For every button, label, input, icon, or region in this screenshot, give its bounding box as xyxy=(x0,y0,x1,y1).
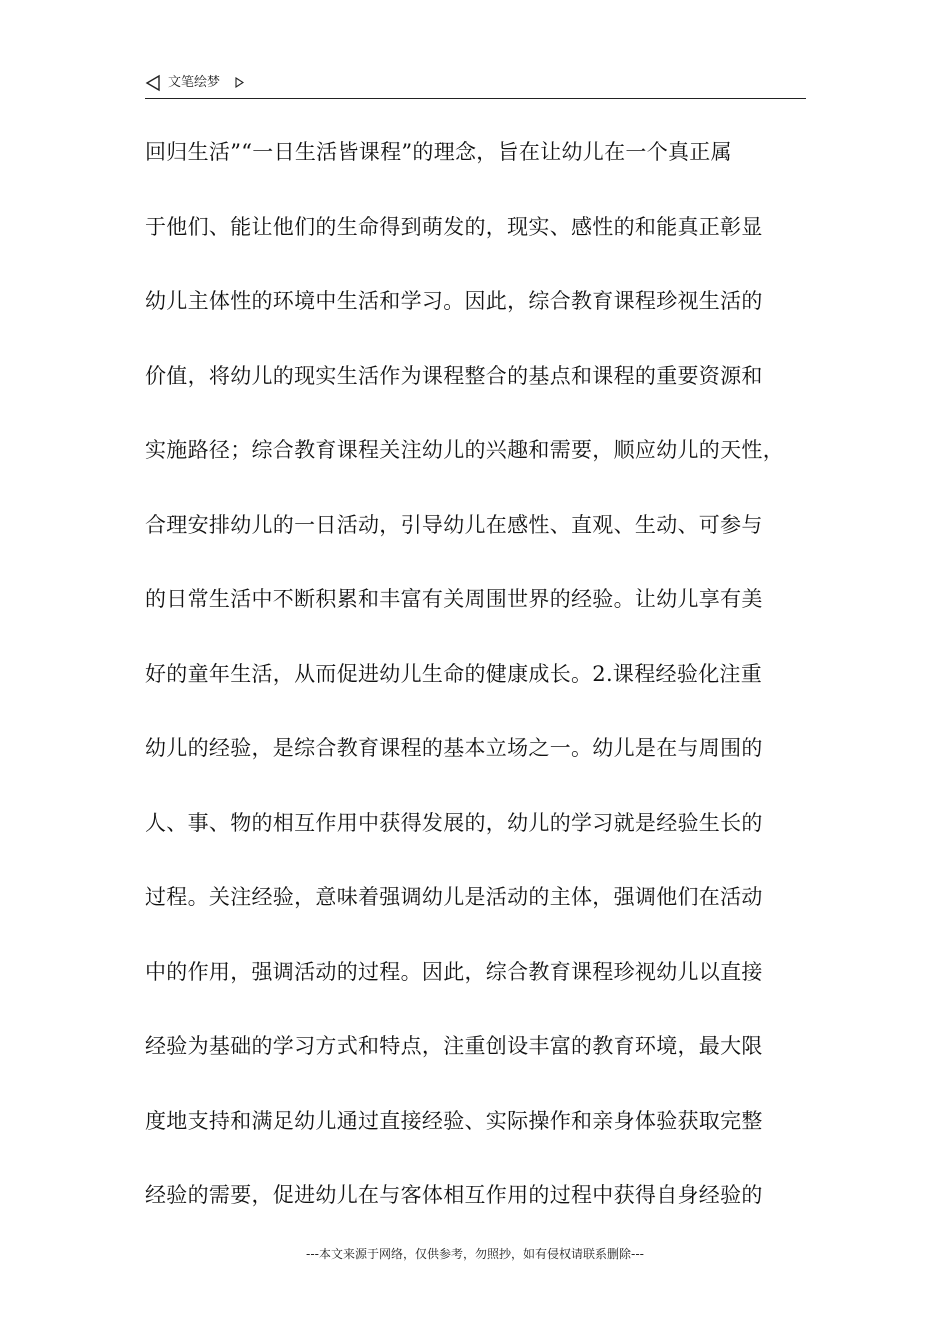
text-line: 实施路径；综合教育课程关注幼儿的兴趣和需要，顺应幼儿的天性， xyxy=(145,438,784,462)
text-line: 价值，将幼儿的现实生活作为课程整合的基点和课程的重要资源和 xyxy=(145,363,763,388)
text-line: 于他们、能让他们的生命得到萌发的，现实、感性的和能真正彰显 xyxy=(145,214,763,239)
text-line: 回归生活”“一日生活皆课程”的理念，旨在让幼儿在一个真正属 xyxy=(145,140,732,164)
text-line: 过程。关注经验，意味着强调幼儿是活动的主体，强调他们在活动 xyxy=(145,885,763,909)
text-line: 幼儿主体性的环境中生活和学习。因此，综合教育课程珍视生活的 xyxy=(145,289,763,313)
text-line: 经验的需要，促进幼儿在与客体相互作用的过程中获得自身经验的 xyxy=(145,1183,763,1207)
text-line: 的日常生活中不断积累和丰富有关周围世界的经验。让幼儿享有美 xyxy=(145,587,763,611)
header-title: 文笔绘梦 xyxy=(168,75,221,90)
footer-disclaimer: ---本文来源于网络，仅供参考，勿照抄，如有侵权请联系删除--- xyxy=(306,1247,644,1261)
text-line: 合理安排幼儿的一日活动，引导幼儿在感性、直观、生动、可参与 xyxy=(145,512,763,537)
text-line: 好的童年生活，从而促进幼儿生命的健康成长。2.课程经验化注重 xyxy=(145,661,763,686)
left-triangle-icon xyxy=(145,74,161,92)
right-triangle-icon xyxy=(235,77,244,88)
text-line: 度地支持和满足幼儿通过直接经验、实际操作和亲身体验获取完整 xyxy=(145,1108,763,1133)
text-line: 人、事、物的相互作用中获得发展的，幼儿的学习就是经验生长的 xyxy=(145,810,763,835)
page-header xyxy=(145,72,806,99)
text-line: 幼儿的经验，是综合教育课程的基本立场之一。幼儿是在与周围的 xyxy=(145,736,763,760)
text-line: 经验为基础的学习方式和特点，注重创设丰富的教育环境，最大限 xyxy=(145,1034,763,1058)
text-line: 中的作用，强调活动的过程。因此，综合教育课程珍视幼儿以直接 xyxy=(145,959,763,984)
document-body xyxy=(145,134,813,1252)
